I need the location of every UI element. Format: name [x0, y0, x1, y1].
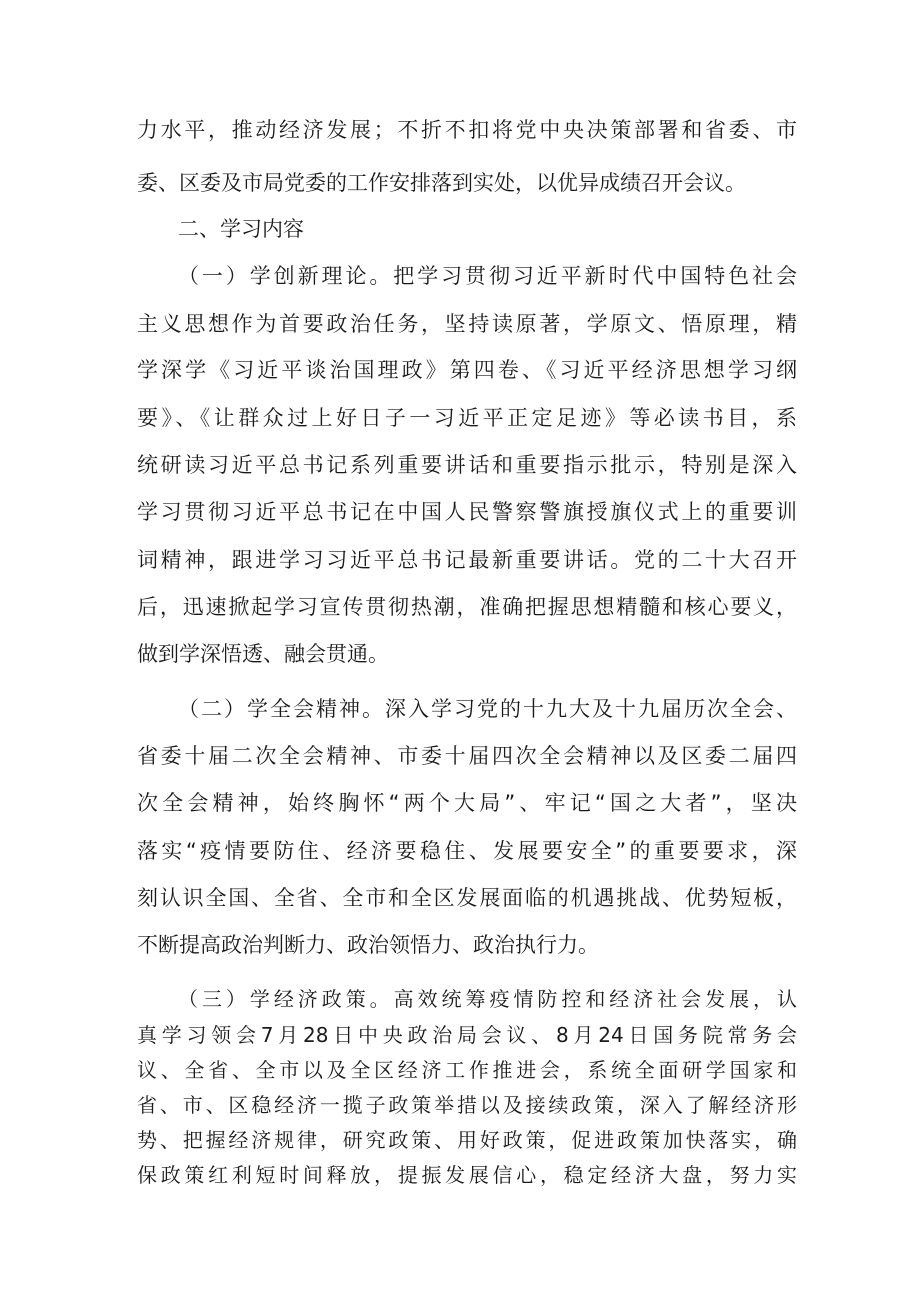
paragraph-2-line-6: 不断提高政治判断力、政治领悟力、政治执行力。 [137, 933, 599, 957]
paragraph-3-line-2: 真学习领会7月28日中央政治局会议、8月24日国务院常务会 [137, 1023, 797, 1047]
intro-line-2: 委、区委及市局党委的工作安排落到实处，以优异成绩召开会议。 [137, 171, 746, 195]
paragraph-1-line-3: 学深学《习近平谈治国理政》第四卷、《习近平经济思想学习纲 [137, 358, 797, 382]
section-heading: 二、学习内容 [178, 217, 304, 241]
paragraph-2-line-2: 省委十届二次全会精神、市委十届四次全会精神以及区委二届四 [137, 744, 797, 768]
paragraph-1-line-9: 做到学深悟透、融会贯通。 [137, 642, 389, 666]
paragraph-1-line-8: 后，迅速掀起学习宣传贯彻热潮，准确把握思想精髓和核心要义， [137, 595, 797, 619]
paragraph-1-line-4: 要》、《让群众过上好日子一习近平正定足迹》等必读书目，系 [137, 406, 797, 430]
paragraph-3-line-1: （三）学经济政策。高效统筹疫情防控和经济社会发展，认 [178, 987, 797, 1011]
paragraph-1-line-7: 词精神，跟进学习习近平总书记最新重要讲话。党的二十大召开 [137, 548, 797, 572]
paragraph-3-line-3: 议、全省、全市以及全区经济工作推进会，系统全面研学国家和 [137, 1058, 797, 1082]
paragraph-2-line-1: （二）学全会精神。深入学习党的十九大及十九届历次全会、 [178, 697, 797, 721]
paragraph-3-line-4: 省、市、区稳经济一揽子政策举措以及接续政策，深入了解经济形 [137, 1093, 797, 1117]
paragraph-2-line-4: 落实“疫情要防住、经济要稳住、发展要安全”的重要要求，深 [137, 839, 797, 863]
paragraph-1-line-2: 主义思想作为首要政治任务，坚持读原著，学原文、悟原理，精 [137, 312, 797, 336]
paragraph-2-line-5: 刻认识全国、全省、全市和全区发展面临的机遇挑战、优势短板， [137, 886, 797, 910]
paragraph-3-line-5: 势、把握经济规律，研究政策、用好政策，促进政策加快落实，确 [137, 1128, 797, 1152]
intro-line-1: 力水平，推动经济发展；不折不扣将党中央决策部署和省委、市 [137, 118, 797, 142]
paragraph-2-line-3: 次全会精神，始终胸怀“两个大局”、牢记“国之大者”，坚决 [137, 791, 797, 815]
paragraph-1-line-1: （一）学创新理论。把学习贯彻习近平新时代中国特色社会 [178, 264, 797, 288]
paragraph-1-line-6: 学习贯彻习近平总书记在中国人民警察警旗授旗仪式上的重要训 [137, 500, 797, 524]
paragraph-3-line-6: 保政策红利短时间释放，提振发展信心，稳定经济大盘，努力实 [137, 1163, 797, 1187]
paragraph-1-line-5: 统研读习近平总书记系列重要讲话和重要指示批示，特别是深入 [137, 453, 797, 477]
